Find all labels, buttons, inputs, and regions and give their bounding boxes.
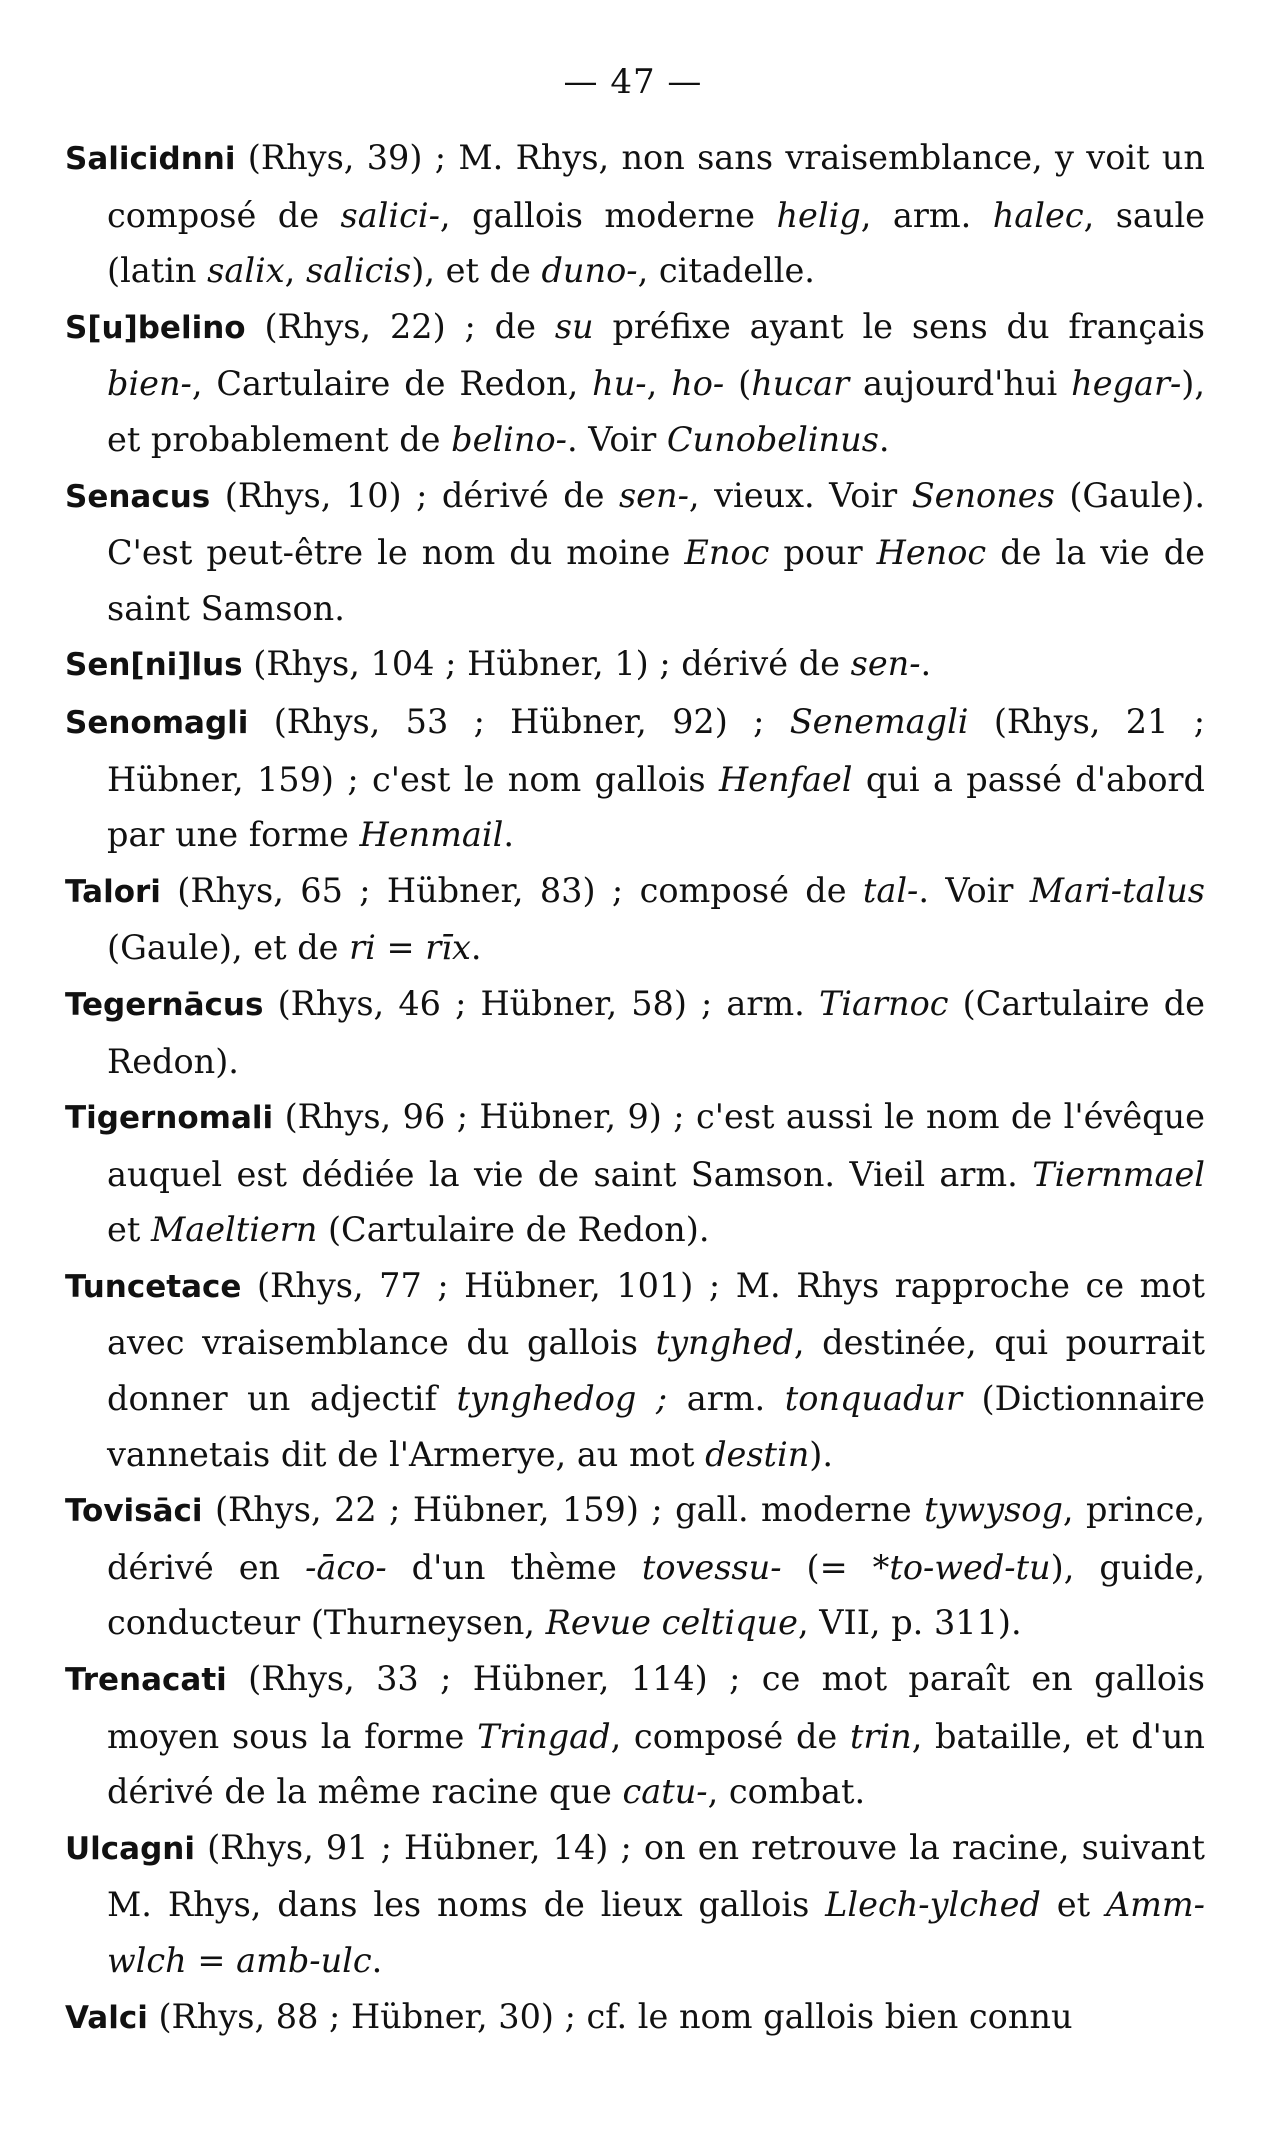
entry-italic-term: duno- [541, 251, 638, 291]
entry-text: , arm. [860, 195, 993, 235]
entry-italic-term: Cunobelinus [666, 419, 879, 459]
entry-italic-term: -āco- [305, 1547, 387, 1587]
entry-text: pour [769, 533, 877, 573]
entry-list [65, 130, 1205, 2046]
entry-text: (Rhys, 22 ; Hübner, 159) ; gall. moderne [202, 1490, 925, 1530]
dictionary-entry [65, 468, 1205, 637]
entry-text: d'un thème [386, 1547, 642, 1587]
page-number: — 47 — [563, 62, 703, 102]
entry-text: (Rhys, 53 ; Hübner, 92) ; [248, 701, 790, 741]
entry-italic-term: Tiernmael [1032, 1154, 1205, 1194]
entry-headword: Salicidnni [65, 141, 236, 177]
entry-text: (Rhys, 65 ; Hübner, 83) ; composé de [160, 870, 863, 910]
entry-headword: Ulcagni [65, 1830, 195, 1867]
entry-text: ), guide, conducteur (Thurneysen, [107, 1547, 1205, 1643]
entry-headword: Tigernomali [65, 1100, 274, 1137]
entry-italic-term: hu- [592, 364, 647, 404]
entry-italic-term: sen- [618, 475, 689, 515]
dictionary-entry [65, 1089, 1205, 1258]
dictionary-entry [65, 636, 1205, 694]
entry-italic-term: tonquadur [784, 1379, 962, 1419]
entry-text: , citadelle. [637, 251, 815, 291]
entry-italic-term: tywysog [924, 1490, 1063, 1530]
dictionary-entry [65, 130, 1205, 299]
entry-italic-term: Tiarnoc [818, 983, 949, 1023]
dictionary-entry [65, 1651, 1205, 1820]
dictionary-entry [65, 694, 1205, 863]
entry-italic-term: Henmail [359, 815, 504, 855]
entry-headword: Sen[ni]lus [65, 647, 243, 684]
entry-italic-term: trin [849, 1716, 912, 1756]
entry-italic-term: tovessu- [641, 1547, 782, 1587]
entry-headword: Talori [65, 873, 161, 910]
entry-text: , Cartulaire de Redon, [191, 364, 593, 404]
dictionary-entry [65, 1989, 1205, 2047]
entry-italic-term: Henfael [718, 759, 853, 799]
dictionary-entry [65, 1482, 1205, 1651]
entry-text: , prince, dérivé en [107, 1490, 1205, 1587]
entry-text: ), et de [411, 251, 542, 291]
dictionary-entry [65, 299, 1205, 468]
entry-italic-term: destin [705, 1434, 810, 1474]
entry-italic-term: ri = rīx [349, 928, 471, 968]
entry-italic-term: su [554, 306, 594, 346]
entry-text: , destinée, qui pourrait donner un adjectif [107, 1323, 1205, 1419]
entry-text: (Rhys, 88 ; Hübner, 30) ; cf. le nom gallois bien connu [147, 1996, 1073, 2036]
entry-text: . [371, 1941, 383, 1980]
entry-headword: Tegernācus [65, 986, 264, 1023]
entry-italic-term: belino- [451, 419, 567, 459]
entry-italic-term: catu- [622, 1772, 708, 1812]
entry-text: (Rhys, 39) ; M. Rhys, non sans vraisemblance, y voit un composé de [107, 138, 1205, 235]
entry-italic-term: Senemagli [789, 701, 969, 741]
entry-italic-term: *to-wed-tu [872, 1547, 1051, 1587]
entry-italic-term: sen- [850, 644, 921, 684]
entry-text: (Rhys, 10) ; dérivé de [210, 475, 619, 515]
entry-text: (Rhys, 21 ; Hübner, 159) ; c'est le nom gallois [107, 701, 1205, 799]
entry-text: et [107, 1210, 151, 1250]
entry-text: (Rhys, 96 ; Hübner, 9) ; c'est aussi le nom de l'évêque auquel est dédiée la vie de saint Samson. Vieil arm. [107, 1097, 1205, 1194]
entry-italic-term: salici- [340, 195, 440, 235]
entry-headword: Valci [65, 1999, 148, 2036]
entry-headword: Tovisāci [65, 1493, 203, 1530]
entry-text: , vieux. Voir [688, 475, 912, 515]
entry-italic-term: hegar- [1071, 364, 1182, 404]
entry-text: aujourd'hui [849, 364, 1072, 404]
entry-text: , bataille, et d'un dérivé de la même racine que [107, 1716, 1206, 1812]
entry-italic-term: Tringad [477, 1716, 611, 1756]
entry-text: , gallois moderne [439, 195, 777, 235]
entry-italic-term: Maeltiern [150, 1210, 318, 1250]
entry-headword: Tuncetace [65, 1268, 242, 1305]
entry-italic-term: tal- [862, 870, 919, 910]
entry-text: . Voir [566, 419, 667, 459]
entry-headword: Senacus [65, 478, 211, 515]
entry-text: , composé de [610, 1716, 850, 1756]
dictionary-entry [65, 1258, 1205, 1482]
entry-italic-term: helig [776, 195, 861, 235]
entry-text: (Dictionnaire vannetais dit de l'Armerye, au mot [107, 1379, 1205, 1474]
entry-italic-term: Mari-talus [1029, 870, 1205, 910]
entry-italic-term: Revue celtique [545, 1603, 798, 1643]
entry-text: . [503, 815, 514, 855]
entry-text: ( [724, 364, 752, 404]
entry-text: (Rhys, 104 ; Hübner, 1) ; dérivé de [242, 644, 851, 684]
entry-text: , saule (latin [107, 195, 1205, 291]
entry-text: préfixe ayant le sens du français [593, 306, 1205, 346]
entry-text: ). [809, 1434, 834, 1474]
entry-text: (Rhys, 46 ; Hübner, 58) ; arm. [263, 983, 819, 1023]
entry-text: arm. [667, 1379, 785, 1419]
entry-text: (Gaule), et de [107, 928, 350, 968]
entry-italic-term: salix [207, 251, 285, 291]
entry-italic-term: tynghedog ; [456, 1379, 668, 1419]
entry-text: (Cartulaire de Redon). [317, 1210, 710, 1250]
entry-text: . [470, 928, 482, 968]
entry-headword: Trenacati [65, 1662, 227, 1699]
entry-text: , [284, 251, 306, 291]
entry-text: (Rhys, 33 ; Hübner, 114) ; ce mot paraît en gallois moyen sous la forme [107, 1659, 1205, 1756]
entry-text: (Rhys, 77 ; Hübner, 101) ; M. Rhys rapproche ce mot avec vraisemblance du gallois [107, 1265, 1205, 1363]
entry-italic-term: Henoc [876, 533, 987, 573]
entry-italic-term: salicis [305, 251, 412, 291]
entry-text: . [878, 419, 890, 459]
dictionary-entry [65, 976, 1205, 1089]
entry-text: (Gaule). C'est peut-être le nom du moine [107, 475, 1205, 573]
entry-italic-term: Amm-wlch = amb-ulc [107, 1885, 1205, 1980]
entry-italic-term: tynghed [655, 1323, 794, 1363]
entry-text: de la vie de saint Samson. [107, 533, 1205, 628]
dictionary-entry [65, 1820, 1205, 1989]
entry-text: . Voir [918, 870, 1030, 910]
entry-text: (Cartulaire de Redon). [107, 983, 1205, 1081]
entry-text: ), et probablement de [107, 364, 1206, 459]
entry-italic-term: Llech-ylched [825, 1885, 1041, 1925]
entry-text: , [646, 364, 672, 404]
dictionary-entry [65, 863, 1205, 976]
entry-text: qui a passé d'abord par une forme [107, 759, 1206, 855]
entry-text: (= [781, 1547, 873, 1587]
entry-italic-term: ho- [671, 364, 725, 404]
entry-text: , VII, p. 311). [797, 1603, 1022, 1643]
entry-text: (Rhys, 91 ; Hübner, 14) ; on en retrouve la racine, suivant M. Rhys, dans les noms de lieux gallois [107, 1827, 1205, 1925]
entry-italic-term: halec [992, 195, 1084, 235]
entry-text: , combat. [707, 1772, 866, 1812]
entry-headword: S[u]belino [65, 309, 246, 346]
entry-italic-term: bien- [107, 364, 192, 404]
entry-italic-term: Senones [911, 475, 1055, 515]
entry-text: et [1040, 1885, 1106, 1925]
entry-italic-term: hucar [751, 364, 850, 404]
entry-text: (Rhys, 22) ; de [245, 306, 555, 346]
entry-italic-term: Enoc [684, 533, 770, 573]
entry-text: . [920, 644, 932, 684]
entry-headword: Senomagli [65, 704, 249, 741]
